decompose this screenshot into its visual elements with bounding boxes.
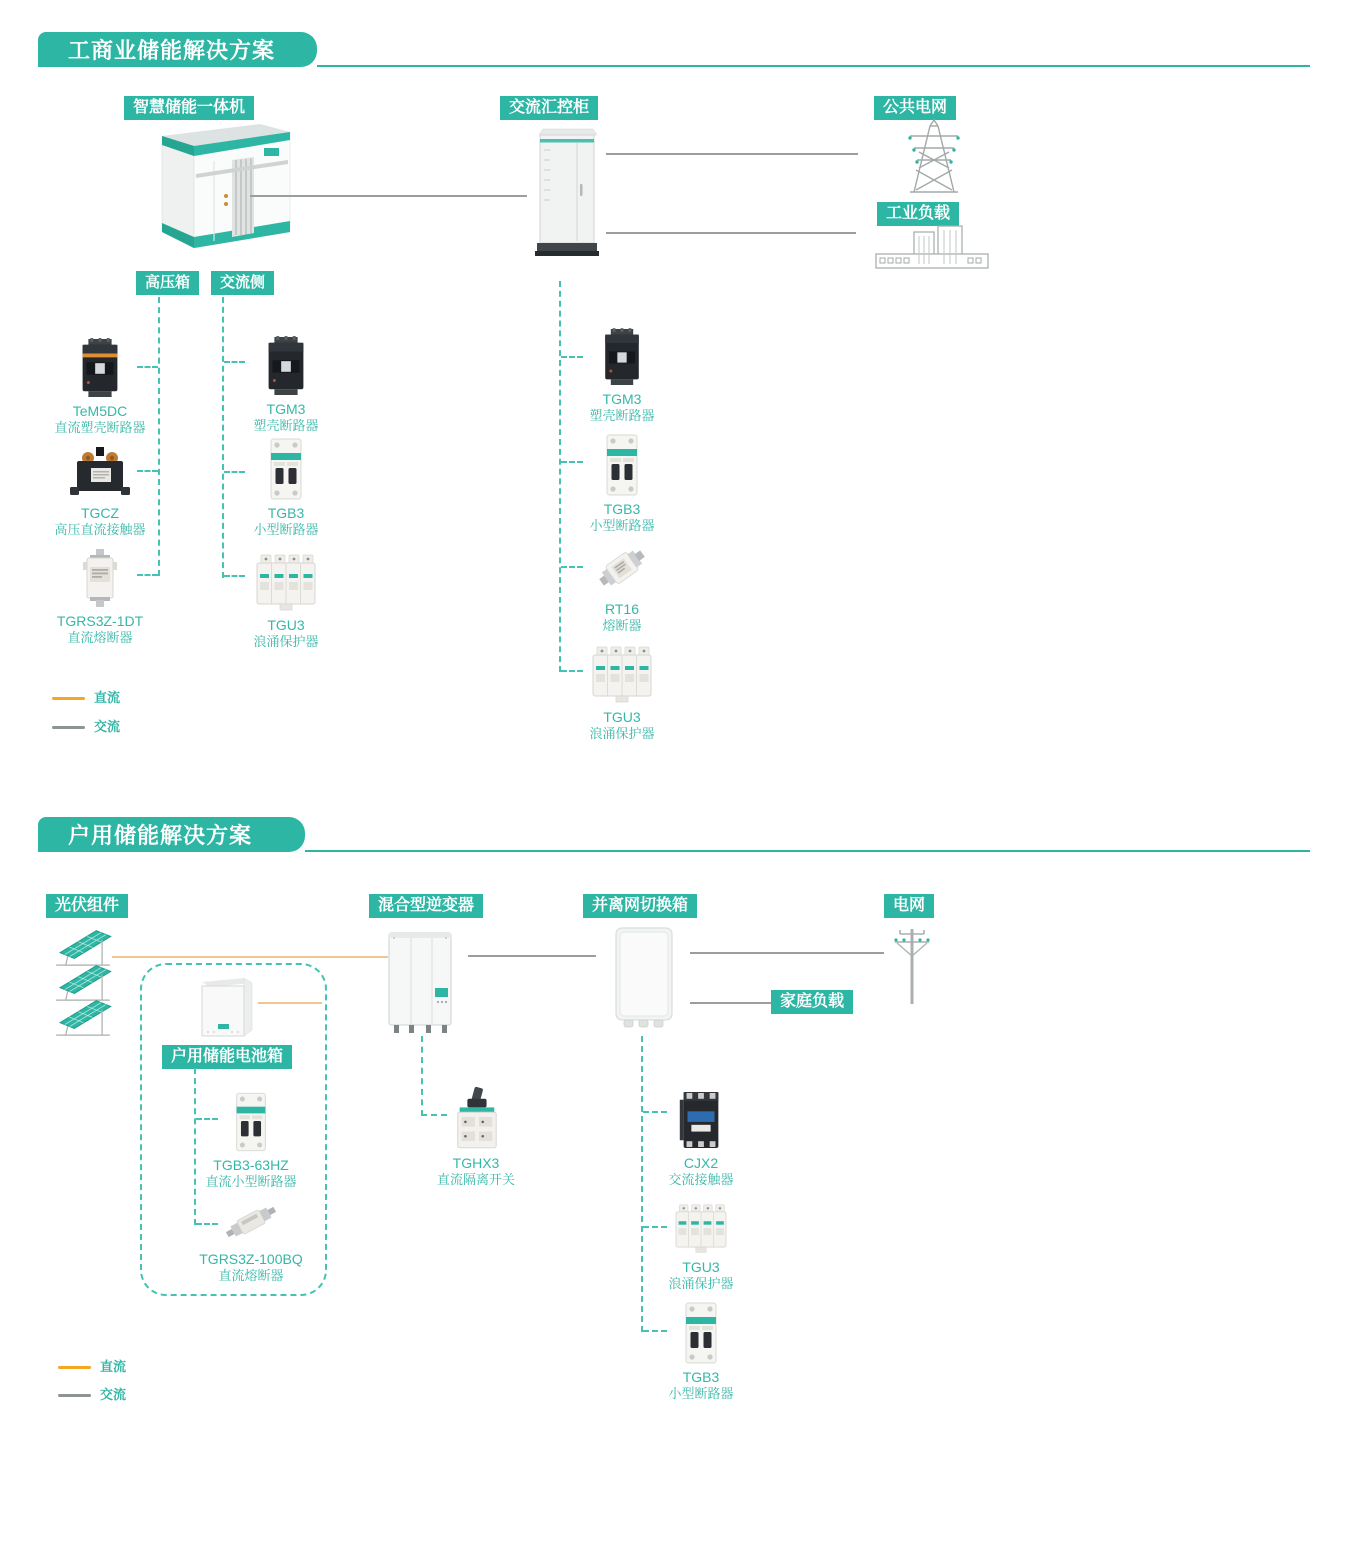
ac-line-switchbox-to-homeload — [690, 1002, 771, 1004]
section2-title: 户用储能解决方案 — [68, 823, 253, 848]
product-name: TGU3 — [603, 709, 641, 725]
product-tgb3-switch — [636, 1300, 766, 1402]
mccb-icon — [221, 336, 351, 396]
product-desc: 熔断器 — [602, 618, 642, 633]
product-desc: 小型断路器 — [668, 1386, 734, 1401]
label-ac-side: 交流侧 — [211, 271, 274, 295]
product-desc: 浪涌保护器 — [253, 634, 319, 649]
mcb-icon — [221, 438, 351, 500]
ac-contactor-icon — [636, 1090, 766, 1150]
isolator-switch-icon — [411, 1086, 541, 1150]
product-desc: 小型断路器 — [589, 518, 655, 533]
product-desc: 塑壳断路器 — [589, 408, 655, 423]
ac-legend-label: 交流 — [94, 719, 121, 734]
label-ac-cabinet: 交流汇控柜 — [500, 96, 598, 120]
ac-legend-swatch — [52, 726, 85, 729]
label-public-grid: 公共电网 — [874, 96, 956, 120]
product-desc: 浪涌保护器 — [589, 726, 655, 741]
label-grid: 电网 — [884, 894, 934, 918]
ac-line-cabinet-to-grid — [606, 153, 858, 155]
product-desc: 小型断路器 — [253, 522, 319, 537]
spd-icon — [557, 644, 687, 704]
ac-cabinet-icon — [530, 124, 606, 262]
product-tgb3-cabinet — [557, 434, 687, 534]
ac-line-switchbox-to-grid — [690, 952, 884, 954]
label-industrial-load: 工业负载 — [877, 202, 959, 226]
section1-title-rule — [317, 65, 1310, 67]
dc-legend-swatch — [52, 697, 85, 700]
product-desc: 高压直流接触器 — [54, 522, 146, 537]
product-desc: 交流接触器 — [668, 1172, 734, 1187]
product-name: TGRS3Z-100BQ — [199, 1251, 303, 1267]
ac-line-storage-to-cabinet — [250, 195, 527, 197]
product-desc: 直流小型断路器 — [205, 1174, 297, 1189]
rt16-fuse-icon — [557, 538, 687, 596]
dc-legend-swatch — [58, 1366, 91, 1369]
product-tgrs3z-100bq — [186, 1198, 316, 1284]
utility-pole-icon — [892, 924, 932, 1008]
product-desc: 浪涌保护器 — [668, 1276, 734, 1291]
section1-title: 工商业储能解决方案 — [68, 38, 276, 63]
label-hv-box: 高压箱 — [136, 271, 199, 295]
ac-line-inverter-to-switchbox — [468, 955, 596, 957]
dc-legend-label: 直流 — [94, 690, 121, 705]
spd-icon — [221, 552, 351, 612]
switch-box-icon — [606, 920, 680, 1032]
ac-legend-label: 交流 — [100, 1387, 127, 1402]
product-tgb3-acside — [221, 438, 351, 538]
inverter-icon — [382, 928, 458, 1036]
ac-legend-swatch — [58, 1394, 91, 1397]
product-name: TGM3 — [266, 401, 306, 417]
label-battery-box: 户用储能电池箱 — [162, 1045, 292, 1069]
mccb-icon — [557, 328, 687, 386]
section2-title-banner — [38, 817, 305, 852]
product-tem5dc — [35, 338, 165, 436]
section2-title-rule — [305, 850, 1310, 852]
storage-cabinet-icon — [138, 120, 308, 254]
factory-icon — [872, 224, 994, 274]
product-name: TGB3 — [267, 505, 305, 521]
label-pv-modules: 光伏组件 — [46, 894, 128, 918]
section1-title-banner — [38, 32, 317, 67]
bolt-fuse-icon — [186, 1198, 316, 1246]
label-home-load: 家庭负载 — [771, 990, 853, 1014]
product-desc: 塑壳断路器 — [253, 418, 319, 433]
product-name: CJX2 — [683, 1155, 719, 1171]
product-desc: 直流塑壳断路器 — [54, 420, 146, 435]
power-tower-icon — [900, 118, 968, 194]
product-name: TGU3 — [267, 617, 305, 633]
dc-legend-label: 直流 — [100, 1359, 127, 1374]
product-tgb3-63hz — [186, 1092, 316, 1190]
label-switch-box: 并离网切换箱 — [583, 894, 697, 918]
hv-contactor-icon — [35, 444, 165, 500]
product-name: TGRS3Z-1DT — [56, 613, 144, 629]
mcb-icon — [557, 434, 687, 496]
product-name: TGB3 — [603, 501, 641, 517]
product-tghx3 — [411, 1086, 541, 1188]
product-name: TGB3-63HZ — [213, 1157, 289, 1173]
product-desc: 直流熔断器 — [67, 630, 133, 645]
product-tgcz — [35, 444, 165, 538]
spd-icon — [636, 1202, 766, 1254]
mcb-icon — [636, 1300, 766, 1364]
product-cjx2 — [636, 1090, 766, 1188]
product-tgm3-cabinet — [557, 328, 687, 424]
product-name: TGB3 — [682, 1369, 720, 1385]
product-rt16 — [557, 538, 687, 634]
label-storage-unit: 智慧储能一体机 — [124, 96, 254, 120]
product-name: TeM5DC — [72, 403, 128, 419]
dc-mccb-icon — [35, 338, 165, 398]
product-tgm3-acside — [221, 336, 351, 434]
product-desc: 直流熔断器 — [218, 1268, 284, 1283]
product-tgu3-acside — [221, 552, 351, 650]
product-name: RT16 — [605, 601, 639, 617]
product-tgu3-switch — [636, 1202, 766, 1292]
product-desc: 直流隔离开关 — [436, 1172, 515, 1187]
label-hybrid-inverter: 混合型逆变器 — [369, 894, 483, 918]
mcb-icon — [186, 1092, 316, 1152]
product-name: TGCZ — [80, 505, 120, 521]
product-name: TGU3 — [682, 1259, 720, 1275]
solar-panel-icon — [48, 994, 116, 1038]
product-name: TGM3 — [602, 391, 642, 407]
product-tgu3-cabinet — [557, 644, 687, 742]
product-tgrs3z-1dt — [35, 546, 165, 646]
product-name: TGHX3 — [452, 1155, 500, 1171]
ac-line-cabinet-to-load — [606, 232, 856, 234]
nh-fuse-icon — [35, 546, 165, 608]
dc-line-pv-to-inverter — [112, 956, 388, 958]
